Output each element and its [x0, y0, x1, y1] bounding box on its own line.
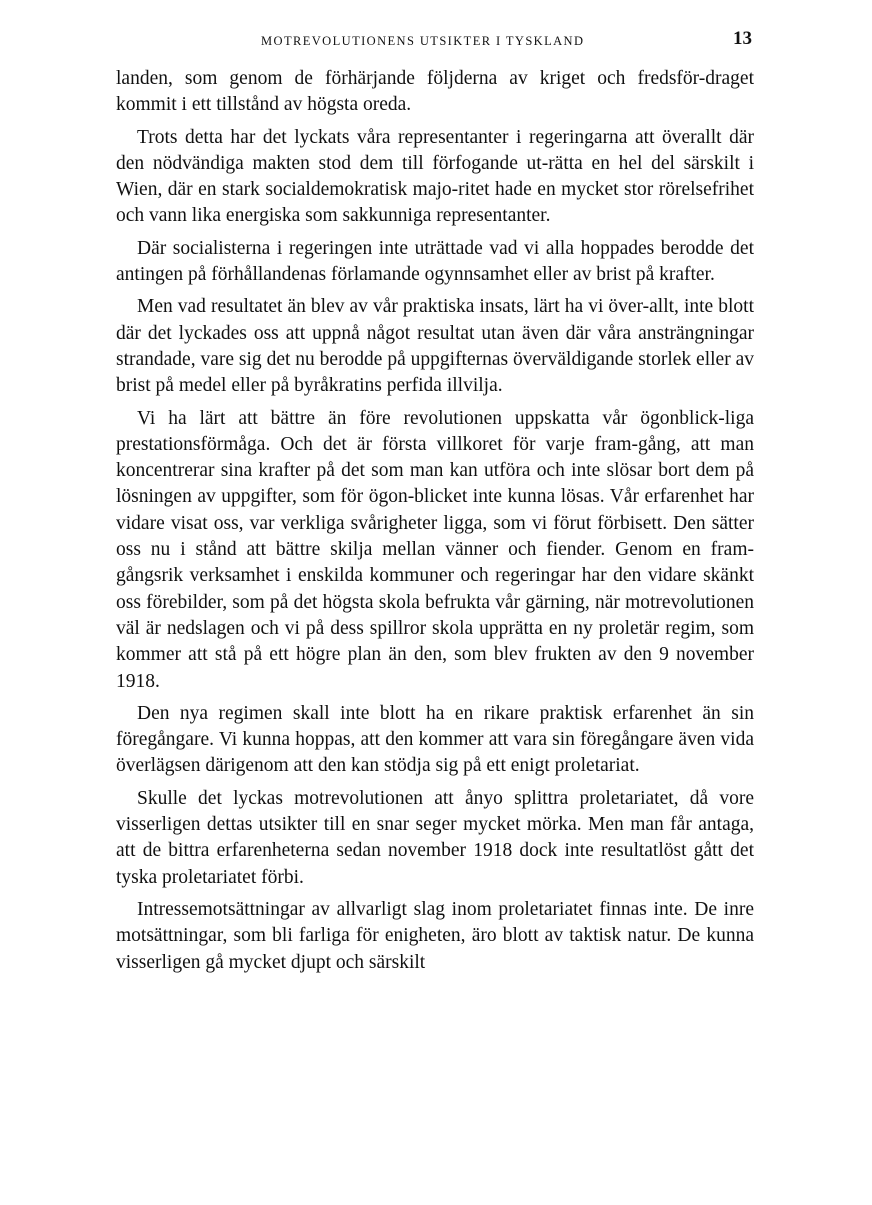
- page-number: 13: [733, 28, 752, 49]
- running-head: [116, 28, 754, 52]
- paragraph: Skulle det lyckas motrevolutionen att ånyo splittra proletariatet, då vore visserligen dettas utsikter till en snar seger mycket mörka. Men man får antaga, att de bittra erfarenheterna sedan november 1918 dock inte resultatlöst gått det tyska proletariatet förbi.: [116, 787, 754, 888]
- body-text: [116, 66, 754, 982]
- paragraph: Intressemotsättningar av allvarligt slag inom proletariatet finnas inte. De inre motsättningar, som bli farliga för enigheten, äro blott av taktisk natur. De kunna visserligen gå mycket djupt och särskilt: [116, 898, 754, 973]
- paragraph: landen, som genom de förhärjande följderna av kriget och fredsför-draget kommit i ett tillstånd av högsta oreda.: [116, 68, 754, 116]
- paragraph: Vi ha lärt att bättre än före revolutionen uppskatta vår ögonblick-liga prestationsförmåga. Och det är första villkoret för varje fram-gång, att man koncentrerar sina krafter på det som man kan utföra och inte slösar bort dem på lösningen av uppgifter, som för ögon-blicket inte kunna lösas. Vår erfarenhet har vidare visat oss, var verkliga svårigheter ligga, som vi förut förbisett. Den sätter oss nu i stånd att bättre skilja mellan vänner och fiender. Genom en fram-gångsrik verksamhet i enskilda kommuner och regeringar har den vidare skänkt oss förebilder, som på det högsta skola befrukta vår gärning, när motrevolutionen väl är nedslagen och vi på dess spillror skola upprätta en ny proletär regim, som kommer att stå på ett högre plan än den, som blev frukten av den 9 november 1918.: [116, 407, 754, 692]
- paragraph: Där socialisterna i regeringen inte uträttade vad vi alla hoppades berodde det antingen på förhållandenas förlamande ogynnsamhet eller av brist på krafter.: [116, 237, 754, 286]
- paragraph: Den nya regimen skall inte blott ha en rikare praktisk erfarenhet än sin föregångare. Vi kunna hoppas, att den kommer att vara sin föregångare även vida överlägsen därigenom att den kan stödja sig på ett enigt proletariat.: [116, 702, 754, 777]
- paragraph: Men vad resultatet än blev av vår praktiska insats, lärt ha vi över-allt, inte blott där det lyckades oss att uppnå något resultat utan även där våra ansträngningar strandade, vare sig det nu berodde på uppgifternas överväldigande storlek eller av brist på medel eller på byråkratins perfida illvilja.: [116, 296, 754, 397]
- running-title: MOTREVOLUTIONENS UTSIKTER I TYSKLAND: [261, 34, 585, 48]
- paragraph: Trots detta har det lyckats våra representanter i regeringarna att överallt där den nödvändiga makten stod dem till förfogande ut-rätta en hel del särskilt i Wien, där en stark socialdemokratisk majo-ritet hade en mycket stor rörelsefrihet och vann lika energiska som sakkunniga representanter.: [116, 126, 754, 227]
